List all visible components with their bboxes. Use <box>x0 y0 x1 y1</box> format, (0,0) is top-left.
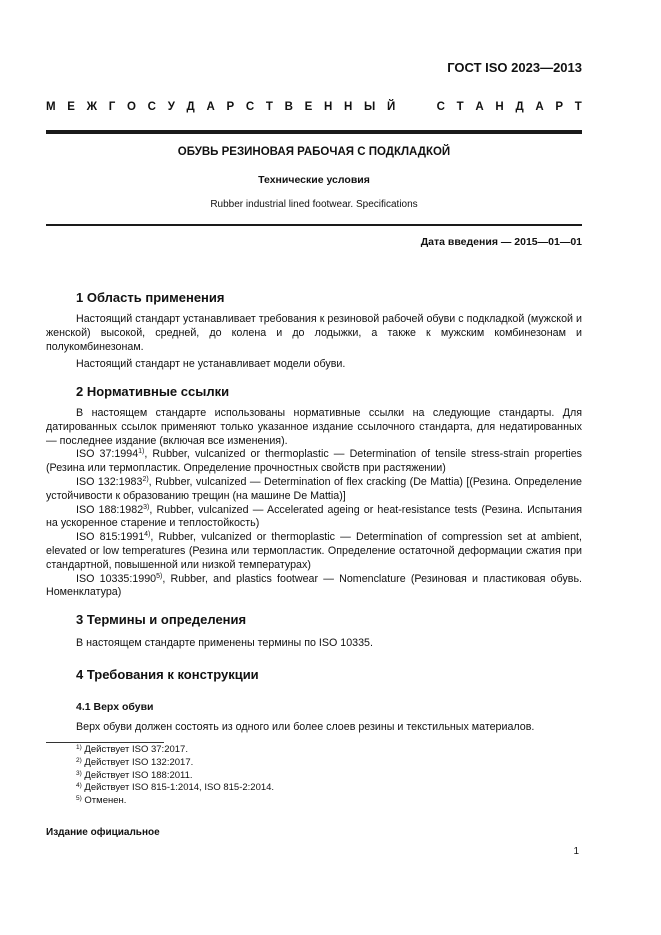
section-4-heading: 4 Требования к конструкции <box>76 667 259 682</box>
document-title: ОБУВЬ РЕЗИНОВАЯ РАБОЧАЯ С ПОДКЛАДКОЙ <box>177 146 451 158</box>
footnote-item <box>76 782 274 795</box>
footnote-mark: 1) <box>138 448 145 456</box>
footnote-text: Действует ISO 815-1:2014, ISO 815-2:2014. <box>81 782 275 794</box>
banner-letter: Т <box>456 101 464 113</box>
banner-letter: Й <box>386 101 396 113</box>
footnote-item <box>76 744 274 757</box>
section-3-paragraph-1: В настоящем стандарте применены термины по ISO 10335. <box>76 637 373 649</box>
reference-iso-815 <box>46 531 582 572</box>
banner-letter: Ж <box>86 101 98 113</box>
banner-letter: С <box>147 101 156 113</box>
banner-letter: Р <box>555 101 564 113</box>
footnote-text: Отменен. <box>81 795 127 807</box>
banner-letter: М <box>46 101 56 113</box>
top-rule <box>46 130 582 134</box>
footnote-item <box>76 795 274 808</box>
reference-code: ISO 815:1991 <box>76 531 145 544</box>
reference-text: , Rubber, and plastics footwear — Nomenclature (Резиновая и пластиковая обувь. Номенклатура) <box>46 572 582 599</box>
reference-text: , Rubber, vulcanized — Accelerated ageing or heat-resistance tests (Резина. Испытания на ускоренное старение и теплостойкость) <box>46 503 582 530</box>
section-2-body <box>46 407 582 600</box>
title-rule <box>46 224 582 226</box>
reference-iso-10335 <box>46 573 582 601</box>
banner-letter: У <box>167 101 175 113</box>
banner-letter: А <box>206 101 215 113</box>
footnote-mark: 4) <box>144 531 151 539</box>
footnote-text: Действует ISO 132:2017. <box>81 756 194 768</box>
footnote-mark: 1) <box>76 744 82 751</box>
footnote-mark: 2) <box>76 756 82 764</box>
banner-letter: А <box>475 101 484 113</box>
reference-code: ISO 37:1994 <box>76 448 139 461</box>
banner-gap <box>407 101 425 113</box>
reference-text: , Rubber, vulcanized — Determination of flex cracking (De Mattia) [(Резина. Определение устойчивости к образованию трещин (на машине De Mattia)] <box>46 475 582 502</box>
section-1-body <box>46 312 582 371</box>
footnote-text: Действует ISO 37:2017. <box>81 744 188 755</box>
page-number: 1 <box>573 846 579 857</box>
banner-letter: Н <box>323 101 333 113</box>
banner-letter: В <box>284 101 293 113</box>
footnote-mark: 5) <box>76 795 82 803</box>
banner-letter: Т <box>265 101 273 113</box>
footnote-mark: 3) <box>76 769 82 777</box>
reference-text: , Rubber, vulcanized or thermoplastic — Determination of tensile stress-strain properties (Резина или термопластик. Определение прочностных свойств при растяжении) <box>46 448 582 475</box>
footnote-text: Действует ISO 188:2011. <box>81 769 193 781</box>
reference-code: ISO 10335:1990 <box>76 572 157 585</box>
banner-letter: Р <box>226 101 235 113</box>
banner-letter: А <box>535 101 544 113</box>
footnotes <box>76 744 274 808</box>
section-1-heading: 1 Область применения <box>76 290 225 305</box>
reference-iso-188 <box>46 504 582 532</box>
banner-letter: Д <box>515 101 524 113</box>
reference-code: ISO 188:1982 <box>76 503 144 516</box>
section-1-paragraph-1: Настоящий стандарт устанавливает требования к резиновой рабочей обуви с подкладкой (мужской и женской) высокой, средней, до колена и до лодыжки, а также к мужским комбинезонам и полукомбинезонам. <box>46 313 582 353</box>
banner-letter: Н <box>344 101 353 113</box>
reference-iso-132 <box>46 476 582 504</box>
banner-letter: Е <box>67 101 75 113</box>
section-4-1-body <box>46 720 582 734</box>
banner-letter: С <box>436 101 445 113</box>
banner-letter: Г <box>108 101 116 113</box>
banner-letter: Т <box>574 101 582 113</box>
section-3-heading: 3 Термины и определения <box>76 612 247 627</box>
banner-letter: О <box>127 101 136 113</box>
banner-letter: С <box>245 101 255 113</box>
section-2-paragraph-1: В настоящем стандарте использованы нормативные ссылки на следующие стандарты. Для датированных ссылок применяют только указанное издание ссылочного стандарта, для недатированных — последнее издание (включая все изменения). <box>46 407 582 447</box>
footnote-mark: 2) <box>142 475 149 483</box>
interstate-standard-banner <box>46 101 582 113</box>
section-2-heading: 2 Нормативные ссылки <box>76 384 230 399</box>
section-3-body <box>46 636 582 650</box>
footnote-item <box>76 757 274 770</box>
introduction-date: Дата введения — 2015—01—01 <box>420 236 582 248</box>
section-1-paragraph-2: Настоящий стандарт не устанавливает модели обуви. <box>76 358 346 370</box>
section-4-1-paragraph-1: Верх обуви должен состоять из одного или более слоев резины и текстильных материалов. <box>76 721 535 733</box>
footnote-mark: 3) <box>143 503 150 511</box>
banner-letter: Д <box>186 101 195 113</box>
document-subtitle: Технические условия <box>258 174 370 186</box>
english-title: Rubber industrial lined footwear. Specifications <box>210 199 418 210</box>
section-4-1-heading: 4.1 Верх обуви <box>76 701 154 713</box>
document-code: ГОСТ ISO 2023—2013 <box>447 60 582 75</box>
reference-text: , Rubber, vulcanized or thermoplastic — Determination of compression set at ambient, elevated or low temperatures (Резина или термопластик. Определение остаточной деформации сжатия при стандартной, повышенной или низкой температурах) <box>46 531 582 571</box>
reference-code: ISO 132:1983 <box>76 475 143 488</box>
footnote-mark: 4) <box>76 782 82 790</box>
official-edition-label: Издание официальное <box>46 827 160 838</box>
banner-letter: Ы <box>364 101 376 113</box>
reference-iso-37 <box>46 448 582 476</box>
footnote-item <box>76 770 274 783</box>
footnote-mark: 5) <box>156 572 163 580</box>
banner-letter: Н <box>495 101 504 113</box>
banner-letter: Е <box>304 101 313 113</box>
footnote-rule <box>46 742 164 743</box>
